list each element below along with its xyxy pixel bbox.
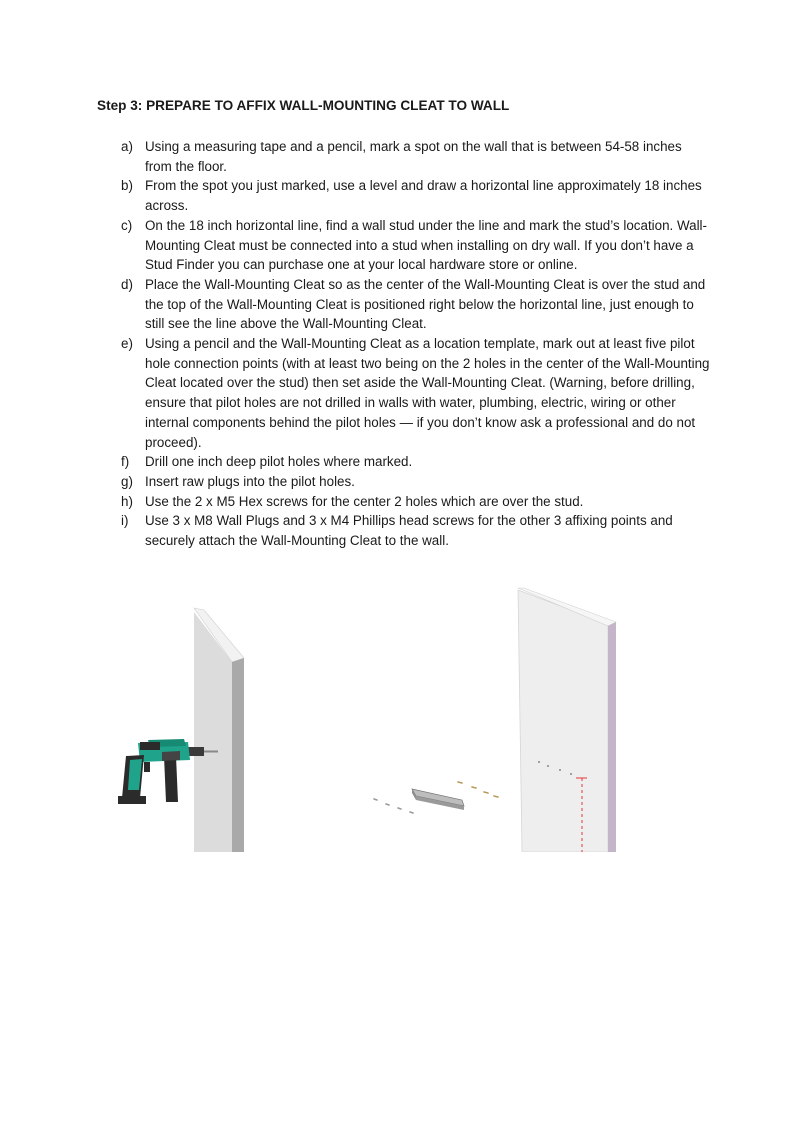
- wall-side-edge: [232, 658, 244, 852]
- drill-into-wall-illustration: [96, 590, 358, 852]
- step-text: Using a measuring tape and a pencil, mark a spot on the wall that is between 54-58 inches from the floor.: [145, 139, 682, 174]
- list-item: [121, 492, 711, 512]
- step-letter: f): [121, 454, 130, 470]
- list-item: [121, 275, 711, 334]
- list-item: [121, 216, 711, 275]
- step-letter: i): [121, 513, 129, 529]
- step-text: Use the 2 x M5 Hex screws for the center 2 holes which are over the stud.: [145, 493, 584, 509]
- list-item: [121, 452, 711, 472]
- step-letter: d): [121, 276, 133, 292]
- step-text: Use 3 x M8 Wall Plugs and 3 x M4 Phillips head screws for the other 3 affixing points and securely attach the Wall-Mounting Cleat to the wall.: [145, 513, 673, 549]
- list-item: [121, 472, 711, 492]
- list-item: [121, 334, 711, 452]
- step-letter: h): [121, 493, 133, 509]
- screws-icon: [458, 782, 498, 797]
- step-heading: Step 3: PREPARE TO AFFIX WALL-MOUNTING CLEAT TO WALL: [97, 98, 510, 113]
- wall-plugs-icon: [374, 799, 413, 813]
- list-item: [121, 176, 711, 215]
- step-text: Place the Wall-Mounting Cleat so as the center of the Wall-Mounting Cleat is over the stud and the top of the Wall-Mounting Cleat is positioned right below the horizontal line, just enough to still see the line above the Wall-Mounting Cleat.: [145, 276, 706, 332]
- instruction-list: [121, 137, 711, 551]
- wall-cleat-icon: [412, 789, 464, 810]
- step-letter: e): [121, 336, 133, 352]
- step-letter: b): [121, 178, 133, 194]
- step-text: Drill one inch deep pilot holes where marked.: [145, 454, 413, 470]
- wall-face: [518, 590, 608, 852]
- step-text: From the spot you just marked, use a level and draw a horizontal line approximately 18 inches across.: [145, 178, 702, 214]
- list-item: [121, 137, 711, 176]
- step-text: Insert raw plugs into the pilot holes.: [145, 473, 355, 489]
- step-text: On the 18 inch horizontal line, find a wall stud under the line and mark the stud’s location. Wall-Mounting Cleat must be connected into a stud when installing on dry wall. If you don’t have a Stud Finder you can purchase one at your local hardware store or online.: [145, 217, 707, 273]
- step-text: Using a pencil and the Wall-Mounting Cleat as a location template, mark out at least five pilot hole connection points (with at least two being on the 2 holes in the center of the Wall-Mounting Cleat located over the stud) then set aside the Wall-Mounting Cleat. (Warning, before drilling, ensure that pilot holes are not drilled in walls with water, plumbing, electric, wiring or other internal components behind the pilot holes — if you don’t know ask a professional and do not proceed).: [145, 336, 710, 450]
- step-letter: g): [121, 473, 133, 489]
- cleat-screws-wall-illustration: [360, 586, 626, 852]
- wall-side-edge: [608, 622, 616, 852]
- list-item: [121, 511, 711, 550]
- step-letter: c): [121, 217, 133, 233]
- step-letter: a): [121, 139, 133, 154]
